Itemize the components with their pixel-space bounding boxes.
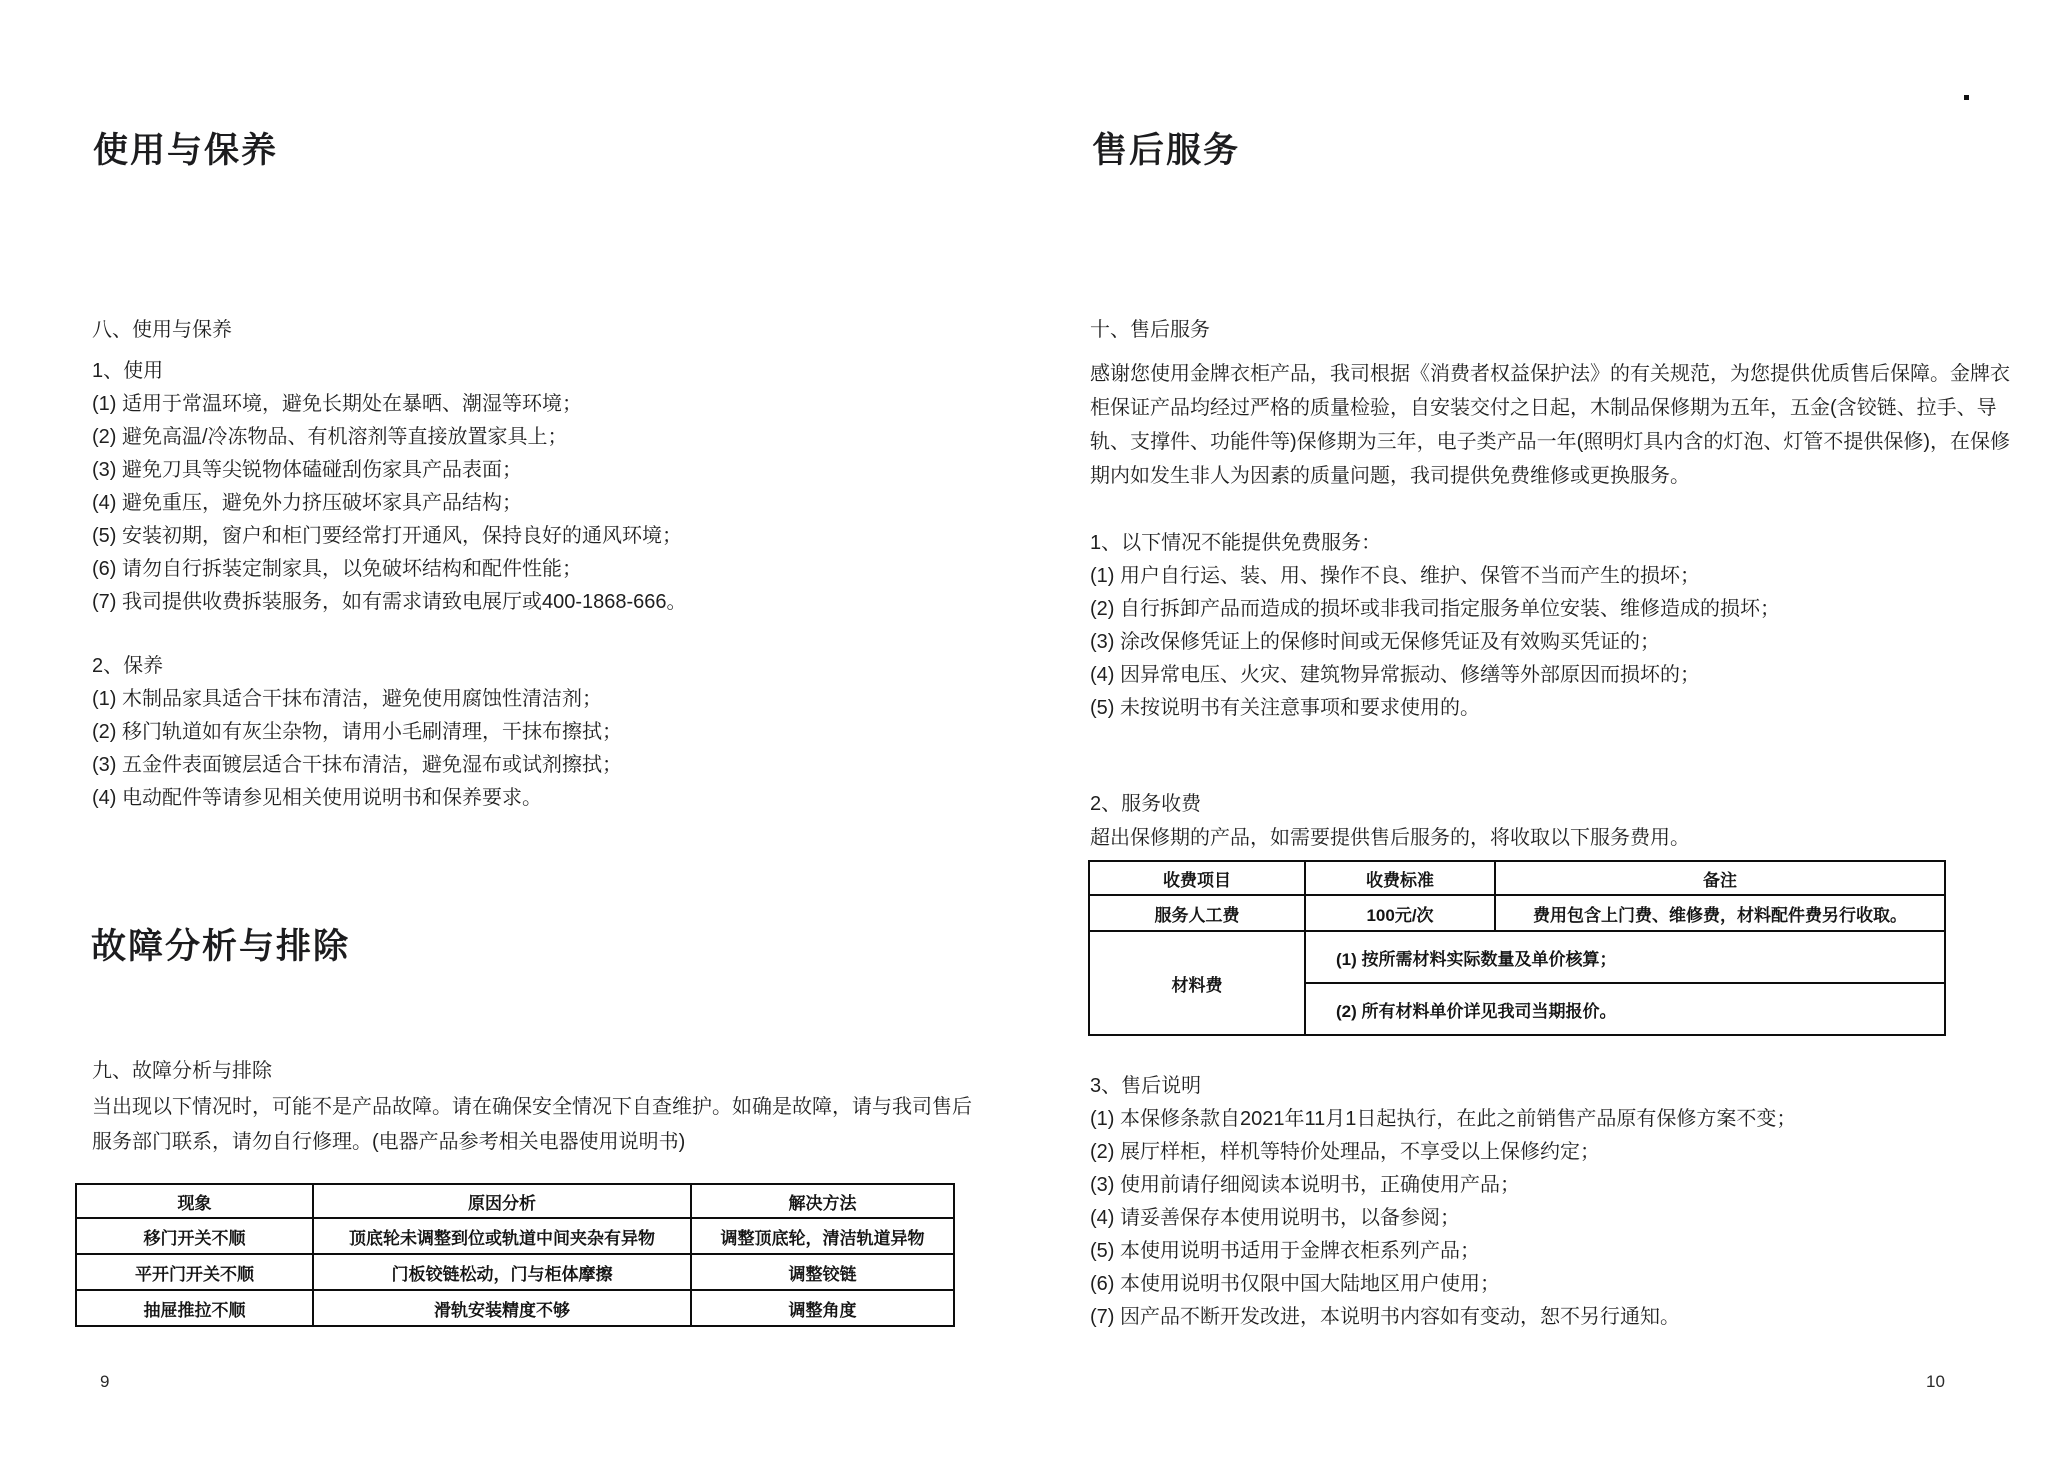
section-heading-8: 八、使用与保养 — [92, 318, 232, 341]
table-cell: 抽屉推拉不顺 — [76, 1290, 313, 1326]
fault-intro-line: 当出现以下情况时，可能不是产品故障。请在确保安全情况下自查维护。如确是故障，请与我司售后 — [92, 1096, 972, 1118]
page-number: 10 — [1926, 1372, 1945, 1391]
list-item: (3) 使用前请仔细阅读本说明书，正确使用产品； — [1090, 1174, 1520, 1196]
care-section — [92, 650, 622, 815]
list-item: (3) 避免刀具等尖锐物体磕碰刮伤家具产品表面； — [92, 459, 522, 481]
list-item: (4) 避免重压，避免外力挤压破坏家具产品结构； — [92, 492, 522, 514]
list-item: (4) 请妥善保存本使用说明书，以备参阅； — [1090, 1207, 1460, 1229]
table-row — [1089, 895, 1945, 931]
table-cell: 调整铰链 — [691, 1254, 954, 1290]
table-header-cell: 收费项目 — [1089, 861, 1305, 895]
free-service-subtitle: 1、以下情况不能提供免费服务： — [1090, 532, 1382, 554]
care-subtitle: 2、保养 — [92, 655, 164, 677]
notes-subtitle: 3、售后说明 — [1090, 1075, 1202, 1097]
list-item: (6) 本使用说明书仅限中国大陆地区用户使用； — [1090, 1273, 1500, 1295]
list-item: (5) 未按说明书有关注意事项和要求使用的。 — [1090, 697, 1480, 719]
service-fee-desc: 超出保修期的产品，如需要提供售后服务的，将收取以下服务费用。 — [1090, 827, 1690, 849]
table-header-cell: 备注 — [1495, 861, 1945, 895]
list-item: (2) 自行拆卸产品而造成的损坏或非我司指定服务单位安装、维修造成的损坏； — [1090, 598, 1780, 620]
table-cell: 顶底轮未调整到位或轨道中间夹杂有异物 — [313, 1218, 691, 1254]
corner-dot — [1964, 95, 1969, 100]
table-cell: 服务人工费 — [1089, 895, 1305, 931]
list-item: (5) 本使用说明书适用于金牌衣柜系列产品； — [1090, 1240, 1480, 1262]
intro-line: 轨、支撑件、功能件等)保修期为三年，电子类产品一年(照明灯具内含的灯泡、灯管不提供保修)，在保修 — [1090, 431, 2010, 453]
page-title-after-sales: 售后服务 — [1092, 131, 1241, 171]
page-title-fault: 故障分析与排除 — [91, 927, 351, 967]
list-item: (7) 因产品不断开发改进，本说明书内容如有变动，恕不另行通知。 — [1090, 1306, 1680, 1328]
service-fee-subtitle: 2、服务收费 — [1090, 793, 1202, 815]
list-item: (1) 本保修条款自2021年11月1日起执行，在此之前销售产品原有保修方案不变； — [1090, 1108, 1797, 1130]
after-sales-notes-section — [1090, 1070, 1796, 1334]
list-item: (5) 安装初期，窗户和柜门要经常打开通风，保持良好的通风环境； — [92, 525, 682, 547]
table-header-cell: 现象 — [76, 1184, 313, 1218]
table-header-cell: 原因分析 — [313, 1184, 691, 1218]
table-cell: 平开门开关不顺 — [76, 1254, 313, 1290]
list-item: (6) 请勿自行拆装定制家具，以免破坏结构和配件性能； — [92, 558, 582, 580]
list-item: (4) 电动配件等请参见相关使用说明书和保养要求。 — [92, 787, 542, 809]
table-header-cell: 收费标准 — [1305, 861, 1495, 895]
list-item: (2) 避免高温/冷冻物品、有机溶剂等直接放置家具上； — [92, 426, 568, 448]
fault-intro-line: 服务部门联系，请勿自行修理。(电器产品参考相关电器使用说明书) — [92, 1131, 686, 1153]
list-item: (7) 我司提供收费拆装服务，如有需求请致电展厅或400-1868-666。 — [92, 591, 687, 613]
table-row — [76, 1218, 954, 1254]
table-cell: 100元/次 — [1305, 895, 1495, 931]
table-cell: 移门开关不顺 — [76, 1218, 313, 1254]
table-row — [76, 1254, 954, 1290]
section-heading-9: 九、故障分析与排除 — [92, 1059, 272, 1082]
intro-line: 柜保证产品均经过严格的质量检验，自安装交付之日起，木制品保修期为五年，五金(含铰链、拉手、导 — [1090, 397, 1997, 419]
list-item: (1) 木制品家具适合干抹布清洁，避免使用腐蚀性清洁剂； — [92, 688, 602, 710]
fee-table — [1088, 860, 1946, 1036]
list-item: (2) 移门轨道如有灰尘杂物，请用小毛刷清理，干抹布擦拭； — [92, 721, 622, 743]
use-subtitle: 1、使用 — [92, 360, 164, 382]
table-cell: (1) 按所需材料实际数量及单价核算； — [1305, 931, 1945, 983]
table-header-row — [76, 1184, 954, 1218]
fault-intro — [92, 1090, 972, 1160]
table-cell: 调整顶底轮，清洁轨道异物 — [691, 1218, 954, 1254]
section-heading-10: 十、售后服务 — [1090, 318, 1210, 341]
list-item: (2) 展厅样柜，样机等特价处理品，不享受以上保修约定； — [1090, 1141, 1600, 1163]
use-section — [92, 355, 687, 619]
table-cell: 滑轨安装精度不够 — [313, 1290, 691, 1326]
table-cell: (2) 所有材料单价详见我司当期报价。 — [1305, 983, 1945, 1035]
page-title-use-care: 使用与保养 — [93, 131, 279, 171]
table-row — [76, 1290, 954, 1326]
intro-line: 期内如发生非人为因素的质量问题，我司提供免费维修或更换服务。 — [1090, 465, 1690, 487]
list-item: (3) 涂改保修凭证上的保修时间或无保修凭证及有效购买凭证的； — [1090, 631, 1660, 653]
free-service-section — [1090, 527, 1780, 725]
after-sales-intro — [1090, 357, 2010, 493]
page-number: 9 — [100, 1372, 110, 1391]
list-item: (1) 适用于常温环境，避免长期处在暴晒、潮湿等环境； — [92, 393, 582, 415]
intro-line: 感谢您使用金牌衣柜产品，我司根据《消费者权益保护法》的有关规范，为您提供优质售后保障。金牌衣 — [1090, 363, 2010, 385]
table-cell: 调整角度 — [691, 1290, 954, 1326]
table-cell: 费用包含上门费、维修费，材料配件费另行收取。 — [1495, 895, 1945, 931]
list-item: (1) 用户自行运、装、用、操作不良、维护、保管不当而产生的损坏； — [1090, 565, 1700, 587]
table-header-row — [1089, 861, 1945, 895]
fault-table — [75, 1183, 955, 1327]
list-item: (3) 五金件表面镀层适合干抹布清洁，避免湿布或试剂擦拭； — [92, 754, 622, 776]
table-row — [1089, 931, 1945, 983]
table-cell-material-label: 材料费 — [1089, 931, 1305, 1035]
table-header-cell: 解决方法 — [691, 1184, 954, 1218]
table-cell: 门板铰链松动，门与柜体摩擦 — [313, 1254, 691, 1290]
list-item: (4) 因异常电压、火灾、建筑物异常振动、修缮等外部原因而损坏的； — [1090, 664, 1700, 686]
